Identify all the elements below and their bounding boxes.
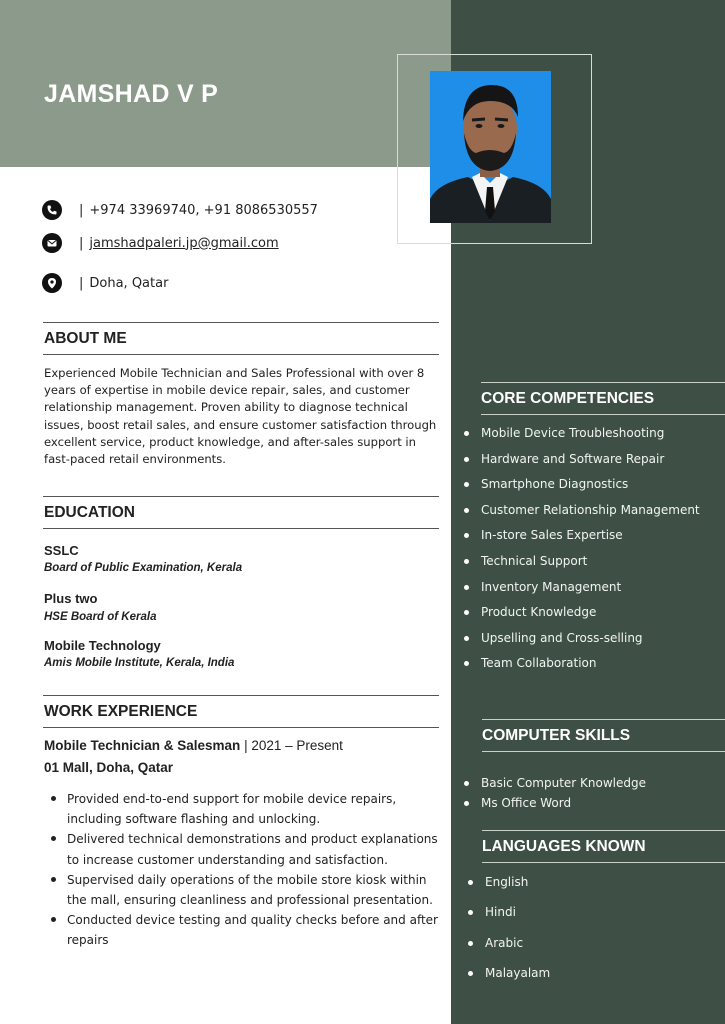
duty-item: Conducted device testing and quality checks before and after repairs xyxy=(50,910,442,950)
education-institution: Amis Mobile Institute, Kerala, India xyxy=(44,657,235,669)
email-icon xyxy=(42,233,62,253)
competency-item: Hardware and Software Repair xyxy=(464,452,700,478)
contact-email xyxy=(42,233,279,253)
education-title: Mobile Technology xyxy=(44,638,161,653)
competency-item: Upselling and Cross-selling xyxy=(464,631,700,657)
core-competencies-heading: CORE COMPETENCIES xyxy=(481,382,725,415)
contact-location xyxy=(42,273,168,293)
portrait-illustration xyxy=(430,71,551,223)
education-institution: HSE Board of Kerala xyxy=(44,611,157,623)
competency-item: Customer Relationship Management xyxy=(464,503,700,529)
education-title: Plus two xyxy=(44,591,98,606)
about-text: Experienced Mobile Technician and Sales Professional with over 8 years of expertise in mobile device repair, sales, and customer relationship management. Proven ability to diagnose technical issues, boost retail sales, and ensure customer satisfaction through excellent service, product knowledge, and after-sales support in fast-paced retail environments. xyxy=(44,366,437,467)
education-heading: EDUCATION xyxy=(43,496,439,529)
job-company: 01 Mall, Doha, Qatar xyxy=(44,760,174,775)
computer-skill-item: Basic Computer Knowledge xyxy=(464,776,646,796)
email-link[interactable]: jamshadpaleri.jp@gmail.com xyxy=(89,235,279,251)
phone-icon xyxy=(42,200,62,220)
education-institution: Board of Public Examination, Kerala xyxy=(44,562,243,574)
duties-list xyxy=(50,789,442,951)
contact-separator: | xyxy=(79,275,84,291)
language-item: Arabic xyxy=(468,936,550,966)
competency-item: Technical Support xyxy=(464,554,700,580)
competency-item: Mobile Device Troubleshooting xyxy=(464,426,700,452)
competency-item: Team Collaboration xyxy=(464,656,700,682)
job-period: | 2021 – Present xyxy=(244,738,343,753)
duty-item: Provided end-to-end support for mobile device repairs, including software flashing and unlocking. xyxy=(50,789,442,829)
contact-phone xyxy=(42,200,318,220)
location-text: Doha, Qatar xyxy=(89,275,169,291)
computer-skill-item: Ms Office Word xyxy=(464,796,646,816)
candidate-name: JAMSHAD V P xyxy=(44,80,219,108)
duty-item: Supervised daily operations of the mobile store kiosk within the mall, ensuring cleanliness and professional presentation. xyxy=(50,870,442,910)
profile-photo xyxy=(430,71,551,223)
job-role: Mobile Technician & Salesman xyxy=(44,738,241,753)
language-item: English xyxy=(468,875,550,905)
job-title xyxy=(44,738,343,753)
languages-list xyxy=(468,875,550,996)
duty-item: Delivered technical demonstrations and product explanations to increase customer understanding and satisfaction. xyxy=(50,829,442,869)
contact-separator: | xyxy=(79,202,84,218)
competency-item: Product Knowledge xyxy=(464,605,700,631)
education-title: SSLC xyxy=(44,543,79,558)
competency-item: Smartphone Diagnostics xyxy=(464,477,700,503)
language-item: Malayalam xyxy=(468,966,550,996)
languages-heading: LANGUAGES KNOWN xyxy=(482,830,725,863)
location-icon xyxy=(42,273,62,293)
competency-item: Inventory Management xyxy=(464,580,700,606)
computer-skills-list xyxy=(464,776,646,815)
contact-separator: | xyxy=(79,235,84,251)
phone-number: +974 33969740, +91 8086530557 xyxy=(89,202,318,218)
competency-item: In-store Sales Expertise xyxy=(464,528,700,554)
core-competencies-list xyxy=(464,426,700,682)
computer-skills-heading: COMPUTER SKILLS xyxy=(482,719,725,752)
work-heading: WORK EXPERIENCE xyxy=(43,695,439,728)
language-item: Hindi xyxy=(468,905,550,935)
about-heading: ABOUT ME xyxy=(43,322,439,355)
